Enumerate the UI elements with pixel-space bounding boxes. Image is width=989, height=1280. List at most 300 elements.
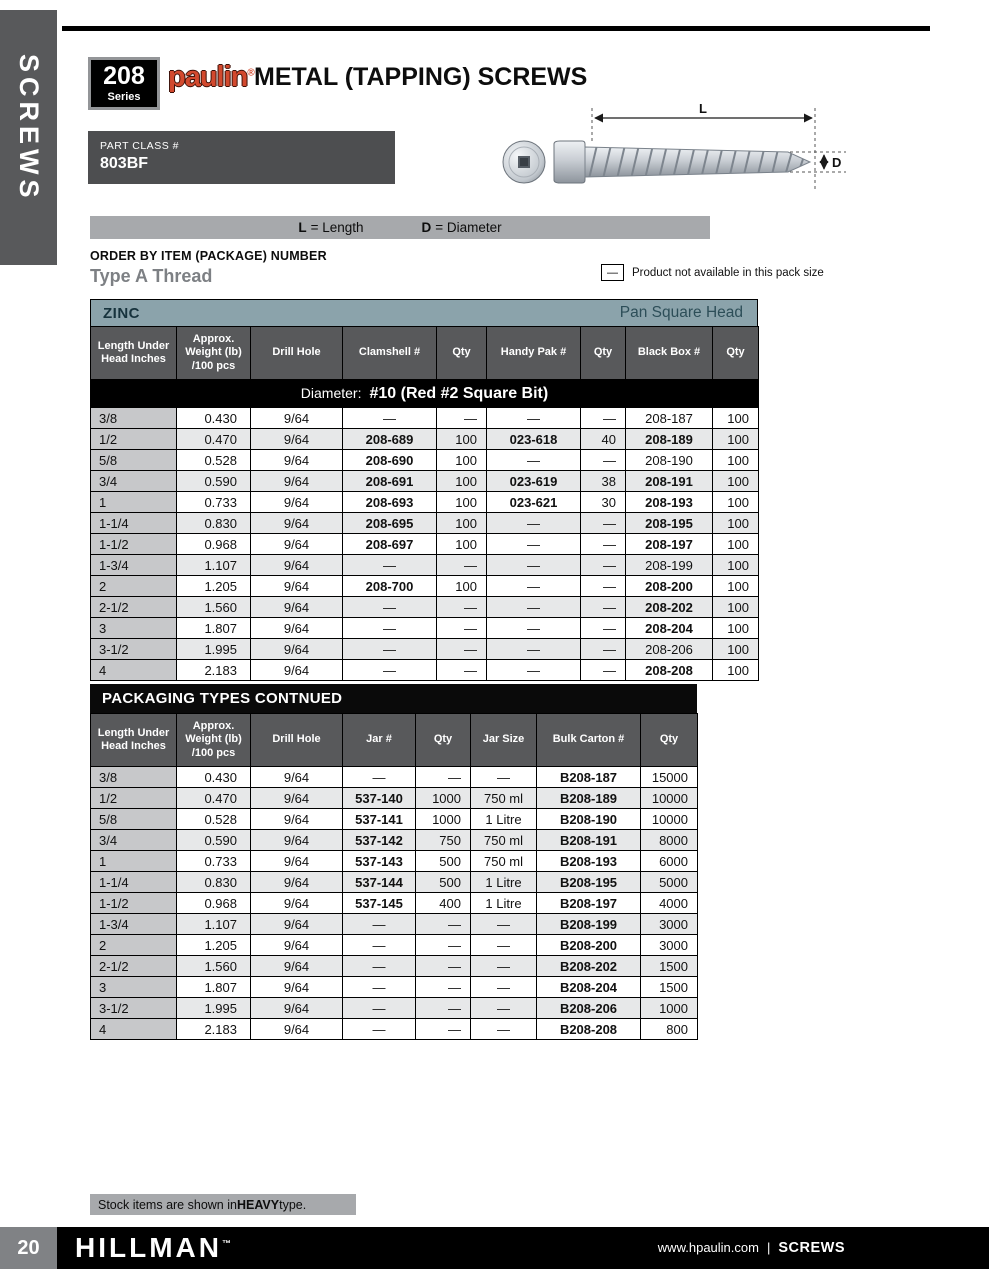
table-cell: 3/4 — [91, 830, 177, 851]
packaging-types-header: PACKAGING TYPES CONTNUED — [90, 684, 697, 713]
table-cell: — — [487, 660, 581, 681]
table-cell: 8000 — [641, 830, 698, 851]
table-cell: 100 — [713, 576, 759, 597]
table-cell: 5000 — [641, 872, 698, 893]
table-cell: 750 ml — [471, 851, 537, 872]
footer-bar — [57, 1227, 989, 1269]
table-cell: 1 Litre — [471, 809, 537, 830]
table-cell: — — [343, 977, 416, 998]
sidebar-section-tab — [0, 10, 57, 265]
table-cell: B208-191 — [537, 830, 641, 851]
table-cell: 5/8 — [91, 450, 177, 471]
hillman-logo: HILLMAN™ — [75, 1232, 231, 1263]
table-cell: — — [416, 935, 471, 956]
table-cell: 500 — [416, 851, 471, 872]
table-cell: — — [343, 998, 416, 1019]
table-cell: 100 — [437, 513, 487, 534]
table-cell: — — [487, 513, 581, 534]
series-badge — [88, 57, 160, 110]
diameter-dimension-label: D — [832, 155, 842, 170]
table-cell: 3 — [91, 618, 177, 639]
table-cell: 0.528 — [177, 809, 251, 830]
table-cell: 1 — [91, 492, 177, 513]
column-header: Qty — [437, 327, 487, 380]
table-cell: 800 — [641, 1019, 698, 1040]
table-cell: 1-1/4 — [91, 872, 177, 893]
table-cell: B208-202 — [537, 956, 641, 977]
table-cell: 40 — [581, 429, 626, 450]
table-cell: — — [581, 660, 626, 681]
table-cell: — — [581, 597, 626, 618]
table-row — [91, 618, 759, 639]
footer-section: SCREWS — [778, 1240, 845, 1256]
column-header: Jar Size — [471, 714, 537, 767]
table-row — [91, 788, 698, 809]
table-cell: — — [343, 639, 437, 660]
table-cell: 9/64 — [251, 576, 343, 597]
table-cell: — — [581, 555, 626, 576]
top-divider — [62, 26, 930, 31]
diameter-legend: D = Diameter — [421, 220, 502, 235]
table-cell: 3/8 — [91, 408, 177, 429]
table-cell: 100 — [713, 492, 759, 513]
stock-note-bar — [90, 1194, 356, 1215]
table-row — [91, 914, 698, 935]
table-row — [91, 450, 759, 471]
table-cell: 9/64 — [251, 914, 343, 935]
table-cell: 15000 — [641, 767, 698, 788]
column-header: Qty — [641, 714, 698, 767]
table-cell: 0.590 — [177, 471, 251, 492]
stock-note-emphasis: HEAVY — [236, 1197, 280, 1212]
table-cell: — — [581, 408, 626, 429]
table-cell: 208-200 — [626, 576, 713, 597]
table-cell: — — [416, 914, 471, 935]
column-header: Clamshell # — [343, 327, 437, 380]
column-header: Approx. Weight (lb) /100 pcs — [177, 327, 251, 380]
part-class-label: PART CLASS # — [100, 140, 179, 152]
table-cell: 023-619 — [487, 471, 581, 492]
table-header-row — [91, 714, 698, 767]
table-row — [91, 935, 698, 956]
table-cell: — — [343, 935, 416, 956]
table-cell: 5/8 — [91, 809, 177, 830]
table-cell: 0.430 — [177, 408, 251, 429]
footer-website: www.hpaulin.com — [657, 1240, 759, 1255]
table-cell: 9/64 — [251, 492, 343, 513]
table-row — [91, 534, 759, 555]
not-available-symbol-box — [601, 264, 624, 281]
table-cell: 2-1/2 — [91, 597, 177, 618]
order-heading: ORDER BY ITEM (PACKAGE) NUMBER — [90, 249, 327, 263]
table-cell: 9/64 — [251, 534, 343, 555]
table-cell: 208-193 — [626, 492, 713, 513]
table-cell: — — [471, 956, 537, 977]
dash-icon: — — [607, 266, 618, 279]
table-cell: 0.968 — [177, 893, 251, 914]
table-cell: — — [487, 534, 581, 555]
table-cell: 9/64 — [251, 660, 343, 681]
table-cell: 750 — [416, 830, 471, 851]
table-cell: 100 — [437, 534, 487, 555]
table-row — [91, 1019, 698, 1040]
series-label: Series — [107, 91, 141, 103]
table-row — [91, 429, 759, 450]
table-cell: — — [416, 1019, 471, 1040]
table-cell: 100 — [437, 576, 487, 597]
column-header: Qty — [713, 327, 759, 380]
column-header: Drill Hole — [251, 714, 343, 767]
table-cell: 100 — [713, 450, 759, 471]
table-cell: — — [343, 597, 437, 618]
screw-front-view — [503, 141, 545, 183]
table-cell: 1-1/4 — [91, 513, 177, 534]
table-cell: 3-1/2 — [91, 639, 177, 660]
table-cell: 100 — [437, 492, 487, 513]
page-footer — [0, 1227, 989, 1269]
table-cell: 537-144 — [343, 872, 416, 893]
diameter-label: Diameter: — [300, 384, 362, 401]
table-cell: 2.183 — [177, 1019, 251, 1040]
table-cell: 0.733 — [177, 492, 251, 513]
table-cell: — — [437, 618, 487, 639]
table-cell: 1000 — [641, 998, 698, 1019]
table-cell: 9/64 — [251, 977, 343, 998]
table-cell: 9/64 — [251, 450, 343, 471]
table-row — [91, 851, 698, 872]
table-cell: 9/64 — [251, 998, 343, 1019]
table-cell: 2-1/2 — [91, 956, 177, 977]
table-cell: — — [437, 660, 487, 681]
table-cell: 1500 — [641, 956, 698, 977]
table-cell: 100 — [713, 660, 759, 681]
not-available-note: Product not available in this pack size — [632, 267, 824, 279]
registered-mark: ® — [247, 67, 255, 79]
table-cell: 100 — [713, 639, 759, 660]
table-cell: 4 — [91, 660, 177, 681]
column-header: Qty — [416, 714, 471, 767]
table-cell: 1.205 — [177, 935, 251, 956]
table-cell: 1.560 — [177, 597, 251, 618]
table-cell: 9/64 — [251, 555, 343, 576]
column-header: Approx. Weight (lb) /100 pcs — [177, 714, 251, 767]
table-cell: 208-700 — [343, 576, 437, 597]
table-cell: 208-190 — [626, 450, 713, 471]
table-row — [91, 492, 759, 513]
table-cell: 208-206 — [626, 639, 713, 660]
table-cell: 100 — [437, 429, 487, 450]
table-cell: 1.107 — [177, 914, 251, 935]
table-cell: 100 — [437, 471, 487, 492]
diameter-row — [91, 380, 759, 408]
table-cell: 0.470 — [177, 429, 251, 450]
table-cell: 1 — [91, 851, 177, 872]
table-cell: 1.807 — [177, 618, 251, 639]
table-cell: 208-187 — [626, 408, 713, 429]
table-cell: 208-691 — [343, 471, 437, 492]
material-label: ZINC — [103, 304, 140, 322]
pack-types-table — [90, 326, 759, 681]
table-cell: 9/64 — [251, 471, 343, 492]
table-cell: 537-143 — [343, 851, 416, 872]
table-cell: 3/8 — [91, 767, 177, 788]
table-row — [91, 872, 698, 893]
table-cell: — — [487, 408, 581, 429]
screw-side-view — [554, 141, 810, 183]
table-cell: 208-189 — [626, 429, 713, 450]
table-cell: — — [471, 977, 537, 998]
table-cell: 9/64 — [251, 893, 343, 914]
table-cell: 023-621 — [487, 492, 581, 513]
table-cell: 023-618 — [487, 429, 581, 450]
table-row — [91, 660, 759, 681]
table-cell: 3/4 — [91, 471, 177, 492]
table-cell: — — [471, 767, 537, 788]
table-cell: 100 — [713, 534, 759, 555]
table-cell: — — [581, 513, 626, 534]
table-cell: 1-3/4 — [91, 914, 177, 935]
table-cell: — — [437, 555, 487, 576]
diameter-banner — [91, 380, 759, 408]
table-cell: — — [343, 555, 437, 576]
table-cell: 750 ml — [471, 830, 537, 851]
table-cell: 100 — [713, 618, 759, 639]
table-cell: 1-1/2 — [91, 893, 177, 914]
table-cell: 500 — [416, 872, 471, 893]
table-cell: 9/64 — [251, 429, 343, 450]
screw-photo — [488, 100, 860, 200]
table-cell: B208-206 — [537, 998, 641, 1019]
table-cell: 208-690 — [343, 450, 437, 471]
column-header: Drill Hole — [251, 327, 343, 380]
table-cell: 1.995 — [177, 639, 251, 660]
table-row — [91, 576, 759, 597]
table-cell: 537-140 — [343, 788, 416, 809]
table-cell: — — [487, 450, 581, 471]
table-cell: 0.470 — [177, 788, 251, 809]
table-cell: 9/64 — [251, 851, 343, 872]
column-header: Black Box # — [626, 327, 713, 380]
table-cell: 9/64 — [251, 618, 343, 639]
table-cell: 9/64 — [251, 935, 343, 956]
table-cell: 208-202 — [626, 597, 713, 618]
table-cell: 2 — [91, 576, 177, 597]
table-row — [91, 767, 698, 788]
table-cell: 3000 — [641, 914, 698, 935]
stock-note-prefix: Stock items are shown in — [98, 1197, 237, 1212]
table-cell: 208-199 — [626, 555, 713, 576]
table-cell: — — [581, 639, 626, 660]
table-cell: — — [437, 597, 487, 618]
table-cell: 537-145 — [343, 893, 416, 914]
table-cell: — — [471, 914, 537, 935]
paulin-logo-text: paulin — [168, 61, 248, 93]
table-cell: — — [487, 555, 581, 576]
table-cell: 3-1/2 — [91, 998, 177, 1019]
length-dimension — [592, 101, 815, 190]
table-cell: 208-693 — [343, 492, 437, 513]
table-cell: 9/64 — [251, 1019, 343, 1040]
table-row — [91, 597, 759, 618]
table-cell: 208-697 — [343, 534, 437, 555]
table-cell: B208-190 — [537, 809, 641, 830]
table-cell: 0.968 — [177, 534, 251, 555]
paulin-logo — [168, 61, 255, 94]
table-cell: — — [487, 639, 581, 660]
table-cell: 1/2 — [91, 429, 177, 450]
table-header-row — [91, 327, 759, 380]
table-cell: 9/64 — [251, 872, 343, 893]
table-cell: B208-195 — [537, 872, 641, 893]
table-cell: — — [416, 977, 471, 998]
table-cell: B208-189 — [537, 788, 641, 809]
table-row — [91, 977, 698, 998]
table-cell: 1-1/2 — [91, 534, 177, 555]
table-cell: — — [581, 618, 626, 639]
table-cell: 208-197 — [626, 534, 713, 555]
table-cell: 0.590 — [177, 830, 251, 851]
table-cell: 208-204 — [626, 618, 713, 639]
table-cell: — — [471, 998, 537, 1019]
sidebar-section-label: SCREWS — [14, 54, 44, 203]
table-cell: — — [581, 534, 626, 555]
table-row — [91, 956, 698, 977]
table-cell: 100 — [713, 597, 759, 618]
page-number: 20 — [0, 1227, 57, 1269]
table-cell: 537-142 — [343, 830, 416, 851]
table-cell: 0.430 — [177, 767, 251, 788]
table-cell: 1000 — [416, 809, 471, 830]
footer-right-text — [658, 1240, 845, 1256]
table-cell: 208-689 — [343, 429, 437, 450]
table-cell: 100 — [713, 513, 759, 534]
table-cell: 100 — [713, 471, 759, 492]
table-cell: 208-195 — [626, 513, 713, 534]
column-header: Length Under Head Inches — [91, 327, 177, 380]
table-cell: 1.807 — [177, 977, 251, 998]
table-row — [91, 639, 759, 660]
column-header: Bulk Carton # — [537, 714, 641, 767]
table-cell: — — [471, 935, 537, 956]
part-class-box — [88, 131, 395, 184]
table-cell: 10000 — [641, 809, 698, 830]
table-cell: 1.560 — [177, 956, 251, 977]
table-cell: 9/64 — [251, 788, 343, 809]
table-cell: 9/64 — [251, 956, 343, 977]
table-cell: 750 ml — [471, 788, 537, 809]
table-cell: 400 — [416, 893, 471, 914]
table-cell: 30 — [581, 492, 626, 513]
table-cell: — — [437, 639, 487, 660]
footer-separator: | — [766, 1240, 771, 1255]
table-cell: 4000 — [641, 893, 698, 914]
table-cell: 100 — [713, 429, 759, 450]
table-cell: 0.733 — [177, 851, 251, 872]
head-style-label: Pan Square Head — [619, 304, 743, 321]
table-cell: 208-191 — [626, 471, 713, 492]
table-cell: — — [343, 408, 437, 429]
table-cell: 1.995 — [177, 998, 251, 1019]
column-header: Qty — [581, 327, 626, 380]
table-cell: — — [343, 767, 416, 788]
table-cell: 9/64 — [251, 513, 343, 534]
table-cell: B208-197 — [537, 893, 641, 914]
length-legend: L = Length — [298, 220, 364, 235]
table-cell: 100 — [713, 408, 759, 429]
table-cell: 1500 — [641, 977, 698, 998]
column-header: Handy Pak # — [487, 327, 581, 380]
table-cell: 0.830 — [177, 872, 251, 893]
table-cell: 9/64 — [251, 809, 343, 830]
table-cell: 1.205 — [177, 576, 251, 597]
table-cell: — — [416, 956, 471, 977]
table-cell: B208-193 — [537, 851, 641, 872]
table-cell: 1/2 — [91, 788, 177, 809]
table-row — [91, 471, 759, 492]
table-cell: 9/64 — [251, 830, 343, 851]
table-cell: B208-204 — [537, 977, 641, 998]
table-cell: 1000 — [416, 788, 471, 809]
dimension-legend-bar — [90, 216, 710, 239]
table-cell: — — [343, 914, 416, 935]
table-cell: — — [416, 998, 471, 1019]
table-cell: 1.107 — [177, 555, 251, 576]
series-number: 208 — [103, 62, 145, 90]
table-cell: — — [343, 618, 437, 639]
table-row — [91, 893, 698, 914]
table-row — [91, 998, 698, 1019]
table-cell: 0.528 — [177, 450, 251, 471]
table-row — [91, 555, 759, 576]
table-cell: 9/64 — [251, 408, 343, 429]
table-cell: 9/64 — [251, 639, 343, 660]
table-cell: 1 Litre — [471, 872, 537, 893]
table-cell: — — [487, 576, 581, 597]
table-cell: 0.830 — [177, 513, 251, 534]
table-cell: — — [487, 618, 581, 639]
table-row — [91, 809, 698, 830]
table-cell: 6000 — [641, 851, 698, 872]
table-cell: — — [343, 956, 416, 977]
table-cell: — — [581, 450, 626, 471]
material-header-bar — [90, 299, 758, 326]
table-cell: 100 — [713, 555, 759, 576]
table-cell: 4 — [91, 1019, 177, 1040]
table-cell: 9/64 — [251, 767, 343, 788]
table-cell: 3 — [91, 977, 177, 998]
table-cell: 9/64 — [251, 597, 343, 618]
table-cell: 3000 — [641, 935, 698, 956]
table-cell: — — [471, 1019, 537, 1040]
table-cell: 537-141 — [343, 809, 416, 830]
table-cell: — — [343, 660, 437, 681]
table-cell: 38 — [581, 471, 626, 492]
table-cell: — — [487, 597, 581, 618]
length-dimension-label: L — [699, 101, 707, 116]
table-row — [91, 513, 759, 534]
stock-note-suffix: type. — [279, 1197, 307, 1212]
page-title: METAL (TAPPING) SCREWS — [254, 63, 588, 91]
thread-type-heading: Type A Thread — [90, 266, 213, 286]
table-row — [91, 408, 759, 429]
table-cell: — — [581, 576, 626, 597]
trademark-mark: ™ — [221, 1238, 231, 1249]
table-cell: 1 Litre — [471, 893, 537, 914]
packaging-table — [90, 713, 698, 1040]
table-cell: — — [416, 767, 471, 788]
table-cell: 2.183 — [177, 660, 251, 681]
table-cell: 2 — [91, 935, 177, 956]
